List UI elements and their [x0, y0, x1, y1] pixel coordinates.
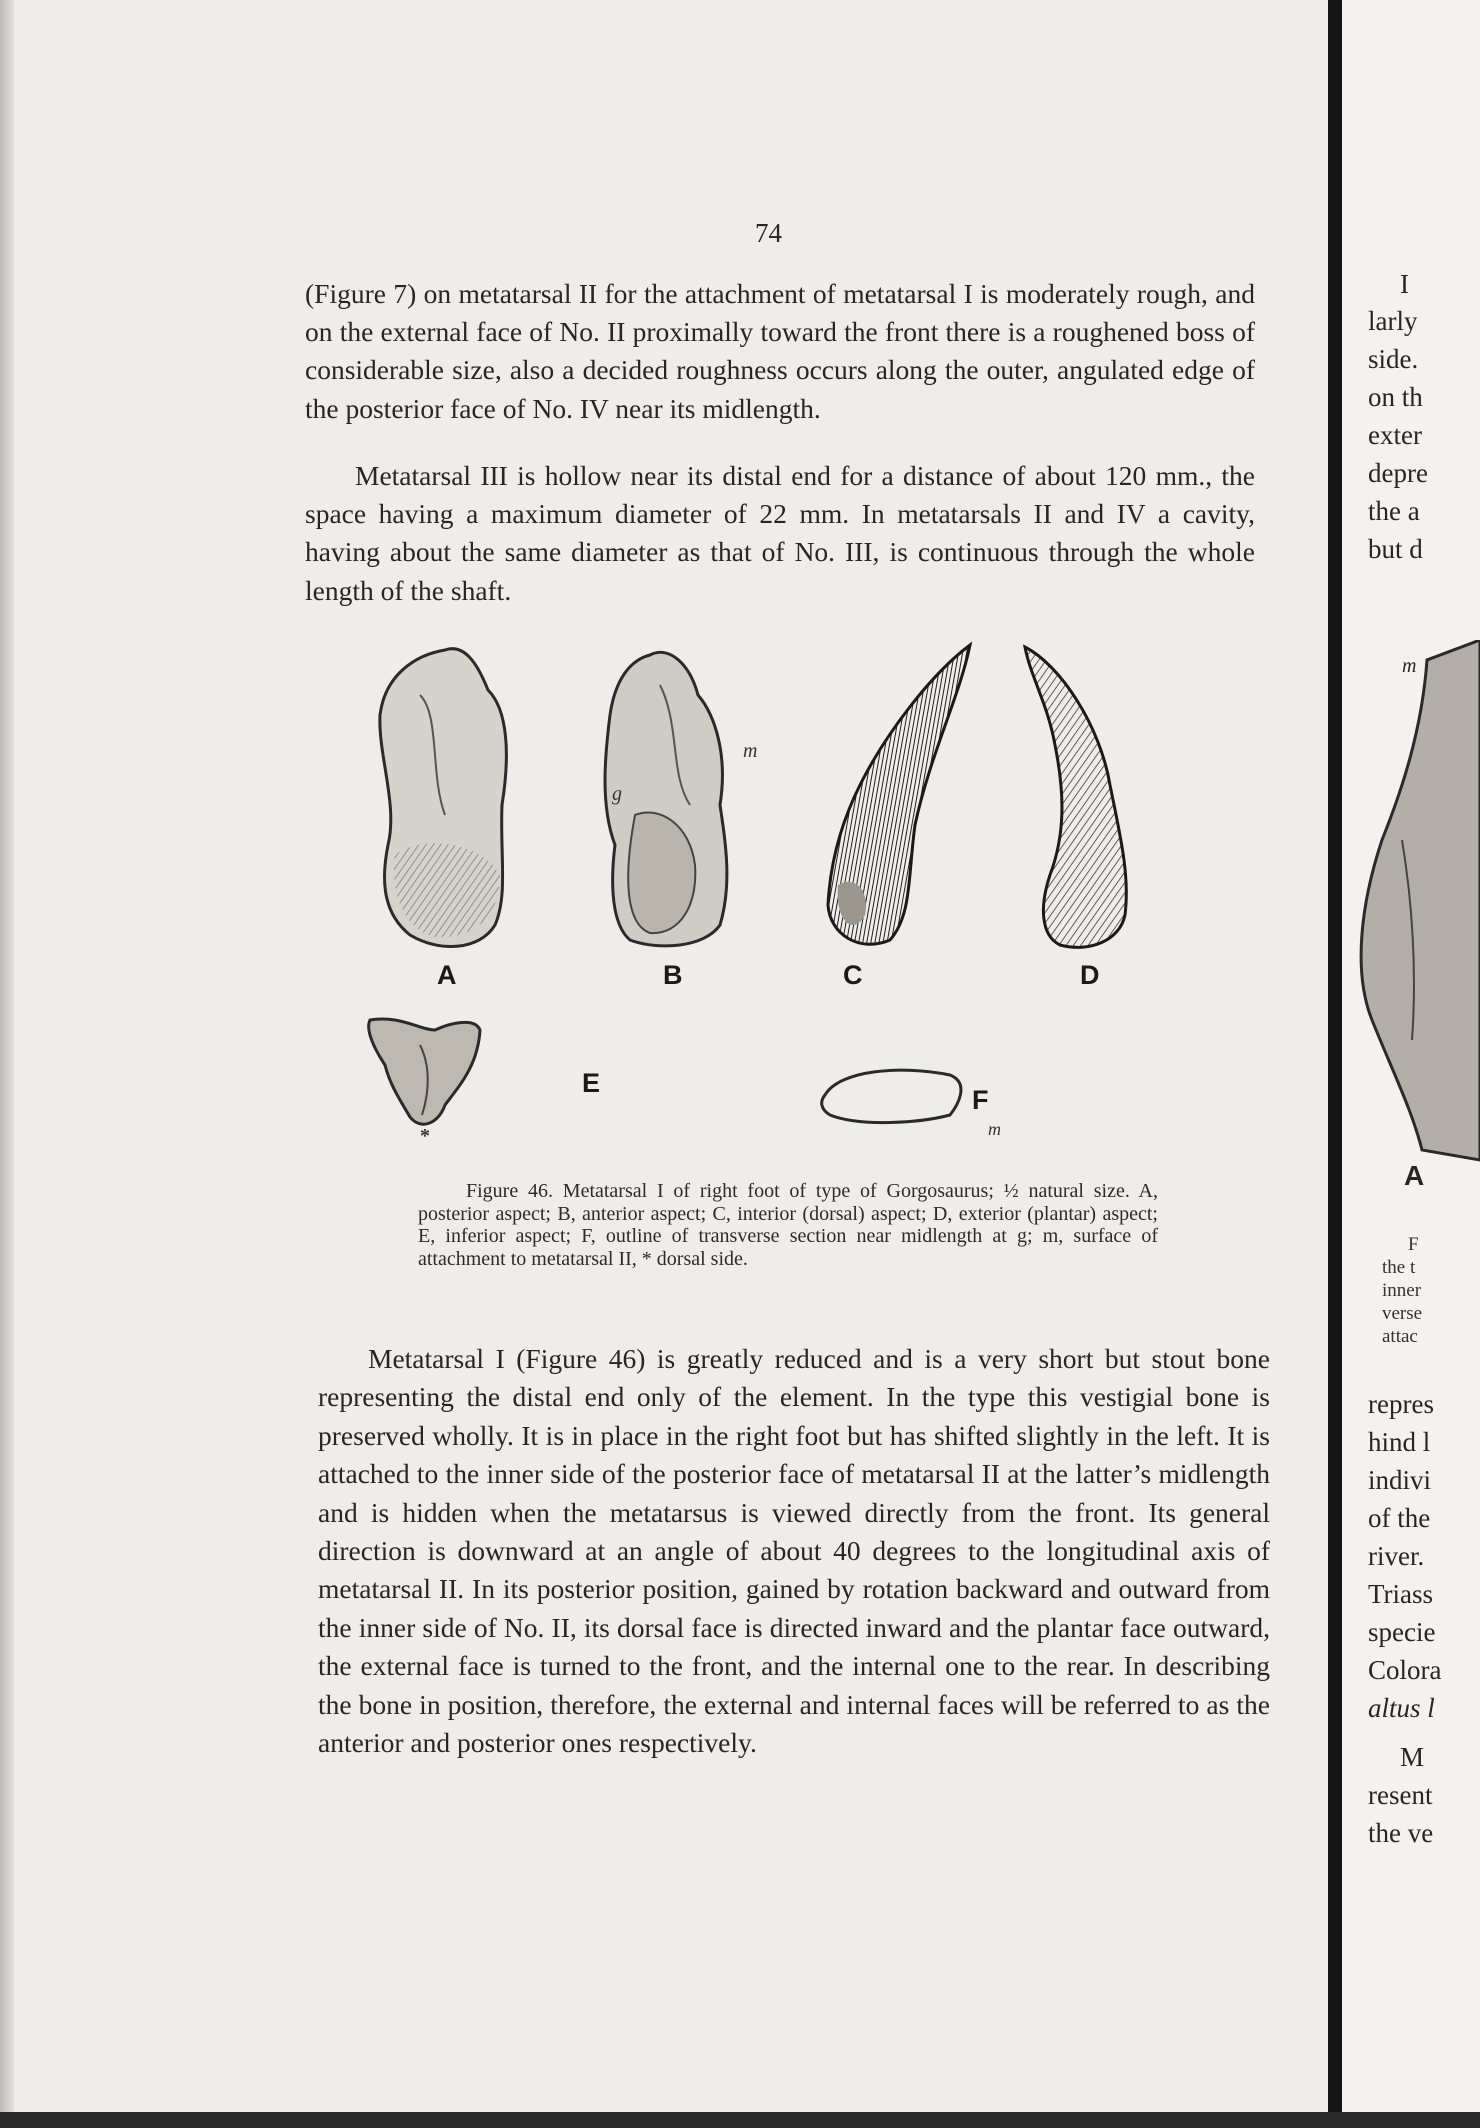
label-c: C	[843, 960, 863, 990]
figure-46-drawing	[360, 635, 1190, 1155]
right-line-16: Colora	[1368, 1655, 1442, 1685]
right-line-7: the a	[1368, 496, 1420, 526]
right-line-5: exter	[1368, 420, 1422, 450]
figure-caption	[418, 1180, 1158, 1270]
right-mark-m: m	[1402, 655, 1417, 677]
label-d: D	[1080, 960, 1100, 990]
bone-view-e	[369, 1019, 480, 1124]
label-b: B	[663, 960, 683, 990]
right-line-8: but d	[1368, 534, 1423, 564]
right-caption-line-1: F	[1408, 1234, 1419, 1255]
paragraph-2	[305, 457, 1255, 610]
right-line-13: river.	[1368, 1541, 1425, 1571]
paragraph-3-text: Metatarsal I (Figure 46) is greatly reduced and is a very short but stout bone representing the distal end only of the element. In the type this vestigial bone is preserved wholly. It is in place in the right foot but has shifted slightly in the left. It is attached to the inner side of the posterior face of metatarsal II at the latter’s midlength and is hidden when the metatarsus is viewed directly from the front. Its general direction is downward at an angle of about 40 degrees to the longitudinal axis of metatarsal II. In its posterior position, gained by rotation backward and outward from the inner side of No. II, its dorsal face is directed inward and the plantar face outward, the external face is turned to the front, and the internal one to the rear. In describing the bone in position, therefore, the external and internal faces will be referred to as the anterior and posterior ones respectively.	[318, 1343, 1270, 1759]
bone-view-a	[380, 649, 507, 947]
bone-view-b	[605, 652, 727, 946]
cross-section-f	[822, 1070, 961, 1122]
right-line-2: larly	[1368, 306, 1418, 336]
bone-view-d	[1025, 647, 1126, 947]
right-page-fragment	[1342, 0, 1480, 2128]
figure-46	[360, 635, 1190, 1155]
label-f: F	[972, 1085, 989, 1115]
page-number: 74	[755, 218, 782, 248]
bottom-scan-edge	[0, 2112, 1480, 2128]
right-caption-line-4: verse	[1382, 1303, 1423, 1324]
right-line-20: the ve	[1368, 1818, 1434, 1848]
paragraph-3	[318, 1340, 1270, 1762]
right-line-3: side.	[1368, 344, 1419, 374]
right-line-1: I	[1400, 269, 1409, 299]
paragraph-1: (Figure 7) on metatarsal II for the attachment of metatarsal I is moderately rough, and on the external face of No. II proximally toward the front there is a roughened boss of considerable size, also a decided roughness occurs along the outer, angulated edge of the posterior face of No. IV near its midlength.	[305, 278, 1255, 424]
right-line-14: Triass	[1368, 1579, 1434, 1609]
right-line-17: altus l	[1368, 1693, 1435, 1723]
right-line-18: M	[1400, 1742, 1425, 1772]
right-line-11: indivi	[1368, 1465, 1432, 1495]
right-line-15: specie	[1368, 1617, 1436, 1647]
right-caption-line-5: attac	[1382, 1326, 1418, 1347]
book-gutter	[1328, 0, 1342, 2128]
mark-dorsal: *	[420, 1125, 430, 1147]
bone-view-c	[828, 645, 970, 944]
figure-caption-text: Figure 46. Metatarsal I of right foot of type of Gorgosaurus; ½ natural size. A, posterior aspect; B, anterior aspect; C, interior (dorsal) aspect; D, exterior (plantar) aspect; E, inferior aspect; F, outline of transverse section near midlength at g; m, surface of attachment to metatarsal II, * dorsal side.	[418, 1180, 1158, 1270]
right-line-9: repres	[1368, 1389, 1434, 1419]
mark-m: m	[743, 740, 758, 762]
right-line-12: of the	[1368, 1503, 1431, 1533]
page-edge-shadow	[0, 0, 14, 2128]
right-bone-fragment	[1342, 640, 1480, 1200]
right-caption-line-2: the t	[1382, 1257, 1416, 1278]
label-e: E	[582, 1068, 601, 1098]
right-caption-line-3: inner	[1382, 1280, 1422, 1301]
mark-g: g	[612, 783, 622, 805]
label-a: A	[437, 960, 457, 990]
right-line-4: on th	[1368, 382, 1423, 412]
right-figure-label-a: A	[1404, 1160, 1425, 1191]
right-line-10: hind l	[1368, 1427, 1431, 1457]
right-line-6: depre	[1368, 458, 1428, 488]
mark-m-section: m	[988, 1119, 1001, 1139]
right-line-19: resent	[1368, 1780, 1433, 1810]
paragraph-2-text: Metatarsal III is hollow near its distal end for a distance of about 120 mm., the space having a maximum diameter of 22 mm. In metatarsals II and IV a cavity, having about the same diameter as that of No. III, is continuous through the whole length of the shaft.	[305, 460, 1255, 606]
